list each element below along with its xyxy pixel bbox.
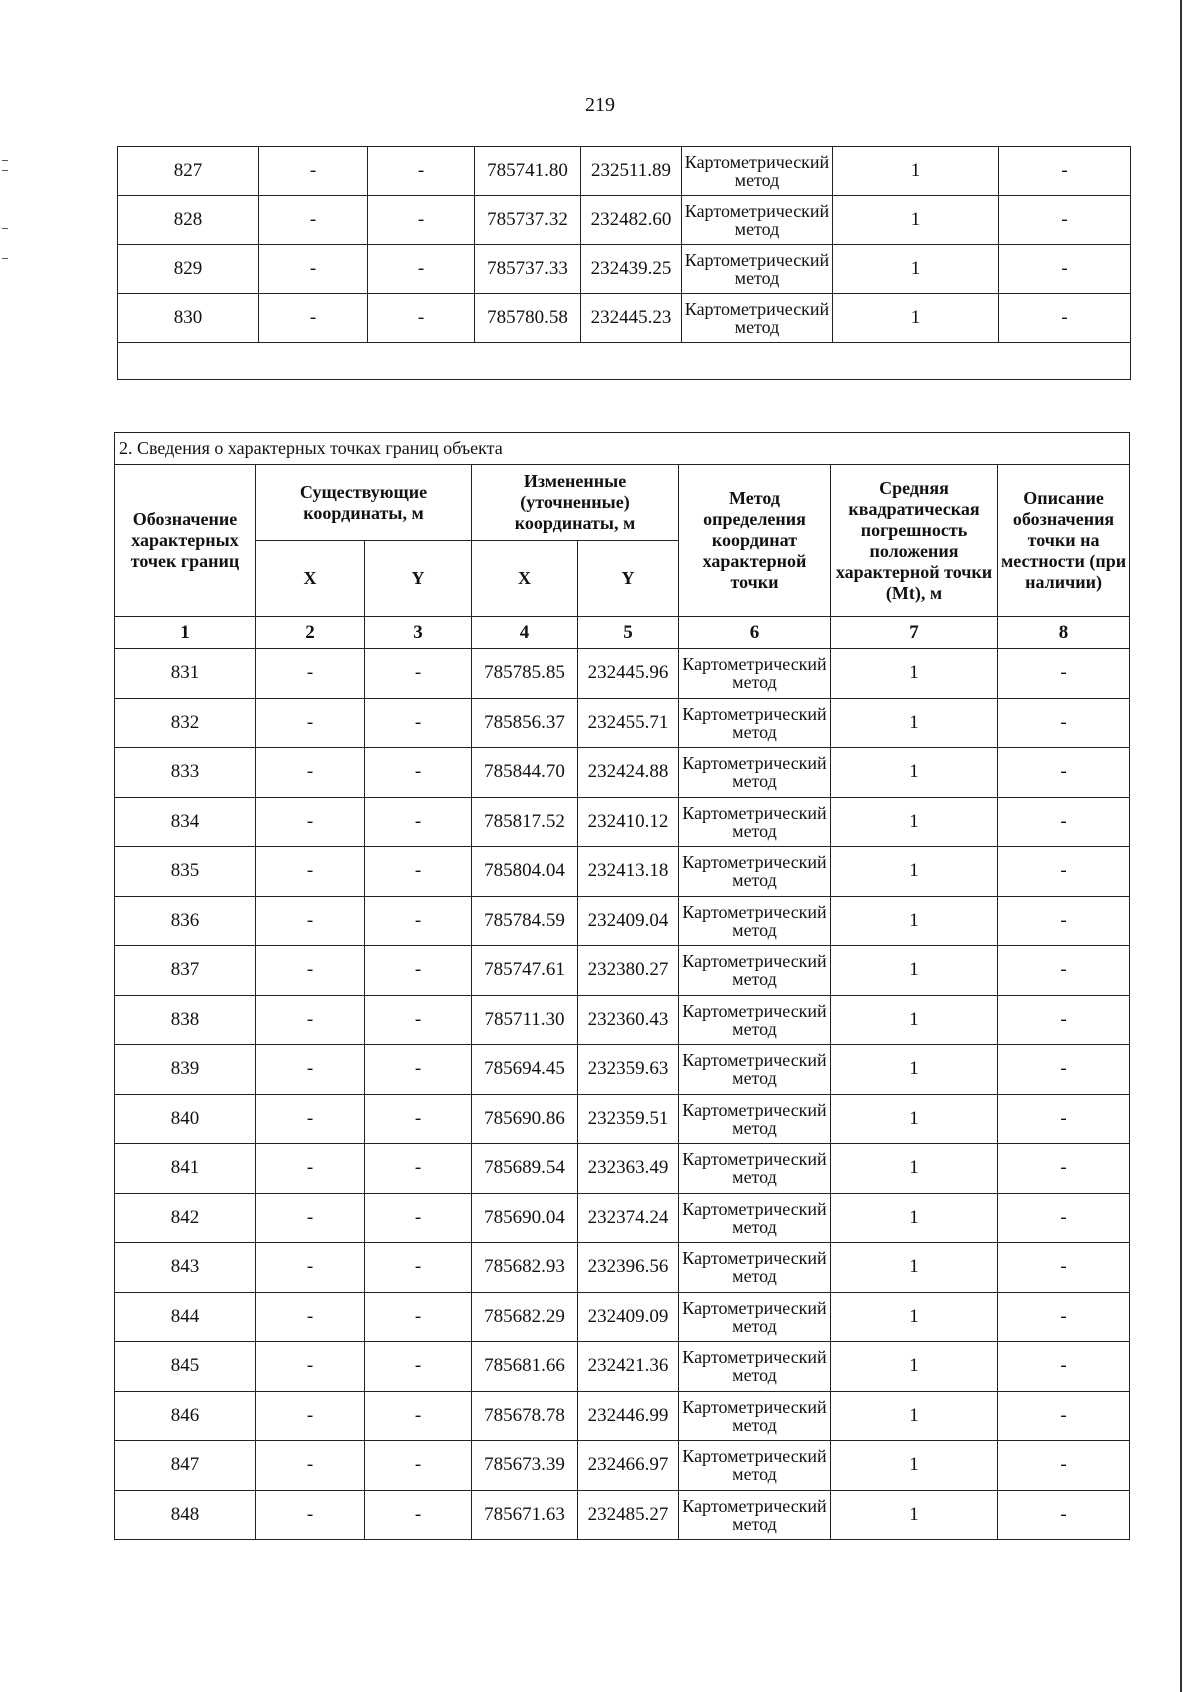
cell-error: 1 [831, 847, 998, 897]
table-row [118, 245, 1131, 294]
table-row [115, 1292, 1130, 1342]
cell-point-id: 830 [118, 294, 259, 343]
cell-description: - [998, 896, 1130, 946]
cell-changed-y: 232482.60 [581, 196, 682, 245]
table-row [115, 797, 1130, 847]
cell-description: - [998, 1144, 1130, 1194]
cell-changed-y: 232445.96 [578, 649, 679, 699]
cell-point-id: 827 [118, 147, 259, 196]
cell-description: - [998, 1292, 1130, 1342]
cell-changed-x: 785784.59 [472, 896, 578, 946]
cell-existing-y: - [365, 1490, 472, 1540]
cell-point-id: 848 [115, 1490, 256, 1540]
cell-point-id: 846 [115, 1391, 256, 1441]
coordinates-table-continued [117, 146, 1131, 380]
cell-description: - [998, 946, 1130, 996]
cell-changed-y: 232455.71 [578, 698, 679, 748]
cell-changed-y: 232410.12 [578, 797, 679, 847]
header-existing: Существующие координаты, м [256, 465, 472, 541]
cell-description: - [998, 1490, 1130, 1540]
cell-method: Картометрический метод [679, 946, 831, 996]
cell-changed-y: 232363.49 [578, 1144, 679, 1194]
cell-existing-x: - [256, 1292, 365, 1342]
cell-existing-y: - [368, 294, 475, 343]
cell-existing-x: - [256, 1490, 365, 1540]
cell-changed-x: 785856.37 [472, 698, 578, 748]
table-row [115, 748, 1130, 798]
page-edge-rule [1180, 0, 1182, 1692]
column-number: 5 [578, 617, 679, 649]
table-row [115, 1045, 1130, 1095]
cell-method: Картометрический метод [679, 1094, 831, 1144]
cell-existing-y: - [365, 748, 472, 798]
cell-changed-y: 232359.51 [578, 1094, 679, 1144]
cell-existing-x: - [256, 995, 365, 1045]
cell-existing-y: - [365, 1342, 472, 1392]
cell-method: Картометрический метод [679, 995, 831, 1045]
cell-method: Картометрический метод [682, 147, 833, 196]
cell-existing-y: - [365, 995, 472, 1045]
header-method: Метод определения координат характерной точки [679, 465, 831, 617]
cell-changed-y: 232446.99 [578, 1391, 679, 1441]
cell-point-id: 833 [115, 748, 256, 798]
cell-method: Картометрический метод [679, 1144, 831, 1194]
cell-method: Картометрический метод [679, 1292, 831, 1342]
cell-description: - [998, 1193, 1130, 1243]
cell-point-id: 840 [115, 1094, 256, 1144]
cell-error: 1 [833, 196, 999, 245]
cell-changed-y: 232409.09 [578, 1292, 679, 1342]
empty-row [118, 343, 1131, 380]
cell-existing-x: - [256, 1342, 365, 1392]
cell-changed-x: 785671.63 [472, 1490, 578, 1540]
cell-existing-x: - [256, 748, 365, 798]
cell-description: - [998, 995, 1130, 1045]
cell-changed-x: 785785.85 [472, 649, 578, 699]
column-number: 3 [365, 617, 472, 649]
header-existing-y: Y [365, 541, 472, 617]
cell-method: Картометрический метод [679, 1243, 831, 1293]
cell-error: 1 [831, 1144, 998, 1194]
header-changed-y: Y [578, 541, 679, 617]
cell-changed-x: 785711.30 [472, 995, 578, 1045]
cell-existing-y: - [368, 147, 475, 196]
cell-changed-x: 785780.58 [475, 294, 581, 343]
cell-existing-y: - [368, 245, 475, 294]
cell-error: 1 [831, 1045, 998, 1095]
cell-point-id: 837 [115, 946, 256, 996]
cell-description: - [998, 797, 1130, 847]
table-row [115, 1243, 1130, 1293]
cell-error: 1 [831, 896, 998, 946]
cell-existing-y: - [365, 698, 472, 748]
cell-method: Картометрический метод [679, 1391, 831, 1441]
cell-method: Картометрический метод [682, 294, 833, 343]
cell-changed-x: 785804.04 [472, 847, 578, 897]
scan-mark [2, 170, 8, 171]
table-row [115, 995, 1130, 1045]
cell-description: - [998, 1045, 1130, 1095]
cell-method: Картометрический метод [679, 847, 831, 897]
cell-changed-x: 785690.04 [472, 1193, 578, 1243]
cell-changed-y: 232421.36 [578, 1342, 679, 1392]
column-number: 4 [472, 617, 578, 649]
cell-description: - [998, 1094, 1130, 1144]
cell-existing-x: - [256, 649, 365, 699]
scan-mark [2, 258, 8, 259]
column-number: 6 [679, 617, 831, 649]
cell-changed-x: 785694.45 [472, 1045, 578, 1095]
cell-changed-x: 785747.61 [472, 946, 578, 996]
cell-point-id: 829 [118, 245, 259, 294]
cell-method: Картометрический метод [679, 1490, 831, 1540]
cell-method: Картометрический метод [679, 1342, 831, 1392]
cell-error: 1 [831, 1441, 998, 1491]
cell-changed-x: 785673.39 [472, 1441, 578, 1491]
cell-existing-y: - [365, 1144, 472, 1194]
cell-error: 1 [831, 1193, 998, 1243]
cell-changed-x: 785844.70 [472, 748, 578, 798]
cell-description: - [998, 1391, 1130, 1441]
table-row [118, 147, 1131, 196]
cell-point-id: 832 [115, 698, 256, 748]
cell-error: 1 [833, 294, 999, 343]
scan-mark [2, 160, 8, 161]
cell-error: 1 [831, 1243, 998, 1293]
cell-point-id: 835 [115, 847, 256, 897]
cell-existing-y: - [365, 896, 472, 946]
table-row [115, 698, 1130, 748]
cell-method: Картометрический метод [679, 748, 831, 798]
table-row [115, 896, 1130, 946]
header-point: Обозначение характерных точек границ [115, 465, 256, 617]
cell-changed-y: 232466.97 [578, 1441, 679, 1491]
table-row [115, 1094, 1130, 1144]
cell-description: - [998, 1342, 1130, 1392]
cell-error: 1 [831, 1292, 998, 1342]
header-changed: Измененные (уточненные) координаты, м [472, 465, 679, 541]
cell-method: Картометрический метод [679, 1441, 831, 1491]
page-number: 219 [585, 94, 615, 116]
header-changed-x: X [472, 541, 578, 617]
cell-method: Картометрический метод [682, 245, 833, 294]
cell-existing-x: - [259, 196, 368, 245]
cell-point-id: 842 [115, 1193, 256, 1243]
table-row [115, 1391, 1130, 1441]
cell-description: - [998, 748, 1130, 798]
cell-description: - [998, 698, 1130, 748]
cell-existing-x: - [256, 896, 365, 946]
cell-point-id: 839 [115, 1045, 256, 1095]
cell-changed-x: 785689.54 [472, 1144, 578, 1194]
cell-changed-y: 232511.89 [581, 147, 682, 196]
cell-error: 1 [831, 797, 998, 847]
cell-error: 1 [831, 946, 998, 996]
cell-error: 1 [833, 245, 999, 294]
table-row [115, 946, 1130, 996]
cell-changed-y: 232439.25 [581, 245, 682, 294]
cell-error: 1 [831, 1391, 998, 1441]
cell-method: Картометрический метод [679, 1045, 831, 1095]
table-row [118, 196, 1131, 245]
table-row [115, 649, 1130, 699]
cell-existing-x: - [256, 1193, 365, 1243]
header-existing-x: X [256, 541, 365, 617]
cell-error: 1 [831, 995, 998, 1045]
cell-method: Картометрический метод [679, 1193, 831, 1243]
cell-point-id: 838 [115, 995, 256, 1045]
table2-body [115, 649, 1130, 1540]
cell-error: 1 [831, 1094, 998, 1144]
cell-existing-y: - [365, 1243, 472, 1293]
cell-description: - [998, 649, 1130, 699]
cell-existing-x: - [259, 245, 368, 294]
cell-point-id: 844 [115, 1292, 256, 1342]
cell-description: - [999, 245, 1131, 294]
cell-changed-x: 785682.29 [472, 1292, 578, 1342]
cell-changed-x: 785690.86 [472, 1094, 578, 1144]
cell-existing-y: - [365, 946, 472, 996]
cell-point-id: 845 [115, 1342, 256, 1392]
cell-point-id: 841 [115, 1144, 256, 1194]
cell-point-id: 843 [115, 1243, 256, 1293]
cell-changed-y: 232445.23 [581, 294, 682, 343]
table-row [115, 1193, 1130, 1243]
table1-body [118, 147, 1131, 343]
cell-existing-x: - [256, 698, 365, 748]
cell-existing-y: - [365, 1441, 472, 1491]
cell-existing-x: - [256, 1045, 365, 1095]
cell-changed-y: 232360.43 [578, 995, 679, 1045]
cell-existing-y: - [365, 649, 472, 699]
cell-description: - [999, 147, 1131, 196]
column-number: 1 [115, 617, 256, 649]
cell-point-id: 828 [118, 196, 259, 245]
cell-changed-x: 785741.80 [475, 147, 581, 196]
cell-method: Картометрический метод [679, 797, 831, 847]
cell-error: 1 [831, 748, 998, 798]
cell-existing-y: - [365, 1391, 472, 1441]
header-error: Средняя квадратическая погрешность положения характерной точки (Mt), м [831, 465, 998, 617]
cell-existing-x: - [256, 1441, 365, 1491]
cell-changed-y: 232396.56 [578, 1243, 679, 1293]
cell-existing-y: - [365, 797, 472, 847]
cell-changed-y: 232424.88 [578, 748, 679, 798]
cell-existing-x: - [259, 294, 368, 343]
table-row [115, 1490, 1130, 1540]
table-row [115, 847, 1130, 897]
cell-changed-y: 232485.27 [578, 1490, 679, 1540]
table-row [115, 1342, 1130, 1392]
cell-existing-y: - [365, 1292, 472, 1342]
cell-changed-x: 785682.93 [472, 1243, 578, 1293]
cell-method: Картометрический метод [679, 649, 831, 699]
cell-changed-y: 232409.04 [578, 896, 679, 946]
cell-description: - [998, 1441, 1130, 1491]
cell-changed-y: 232413.18 [578, 847, 679, 897]
cell-existing-x: - [256, 797, 365, 847]
scan-mark [2, 228, 8, 229]
cell-existing-x: - [256, 1144, 365, 1194]
column-numbers-row [115, 617, 1130, 649]
cell-error: 1 [831, 1342, 998, 1392]
cell-existing-x: - [256, 1243, 365, 1293]
cell-point-id: 834 [115, 797, 256, 847]
cell-changed-x: 785681.66 [472, 1342, 578, 1392]
header-description: Описание обозначения точки на местности (при наличии) [998, 465, 1130, 617]
cell-existing-x: - [256, 1391, 365, 1441]
cell-description: - [999, 294, 1131, 343]
cell-description: - [999, 196, 1131, 245]
cell-changed-y: 232380.27 [578, 946, 679, 996]
cell-method: Картометрический метод [679, 698, 831, 748]
section-title: 2. Сведения о характерных точках границ объекта [115, 433, 1130, 465]
cell-existing-y: - [368, 196, 475, 245]
cell-existing-y: - [365, 1045, 472, 1095]
cell-changed-x: 785737.33 [475, 245, 581, 294]
cell-error: 1 [831, 1490, 998, 1540]
cell-method: Картометрический метод [682, 196, 833, 245]
cell-existing-x: - [256, 1094, 365, 1144]
cell-error: 1 [831, 698, 998, 748]
cell-changed-y: 232359.63 [578, 1045, 679, 1095]
cell-existing-y: - [365, 1094, 472, 1144]
cell-description: - [998, 1243, 1130, 1293]
cell-point-id: 831 [115, 649, 256, 699]
cell-changed-x: 785678.78 [472, 1391, 578, 1441]
cell-existing-y: - [365, 847, 472, 897]
cell-changed-x: 785737.32 [475, 196, 581, 245]
table-row [115, 1144, 1130, 1194]
cell-error: 1 [831, 649, 998, 699]
cell-point-id: 836 [115, 896, 256, 946]
column-number: 8 [998, 617, 1130, 649]
cell-existing-x: - [259, 147, 368, 196]
cell-point-id: 847 [115, 1441, 256, 1491]
boundary-points-table [114, 432, 1130, 1540]
cell-changed-x: 785817.52 [472, 797, 578, 847]
table-row [118, 294, 1131, 343]
cell-existing-x: - [256, 847, 365, 897]
column-number: 2 [256, 617, 365, 649]
table-row [115, 1441, 1130, 1491]
cell-method: Картометрический метод [679, 896, 831, 946]
cell-existing-y: - [365, 1193, 472, 1243]
cell-existing-x: - [256, 946, 365, 996]
column-number: 7 [831, 617, 998, 649]
cell-changed-y: 232374.24 [578, 1193, 679, 1243]
cell-error: 1 [833, 147, 999, 196]
cell-description: - [998, 847, 1130, 897]
